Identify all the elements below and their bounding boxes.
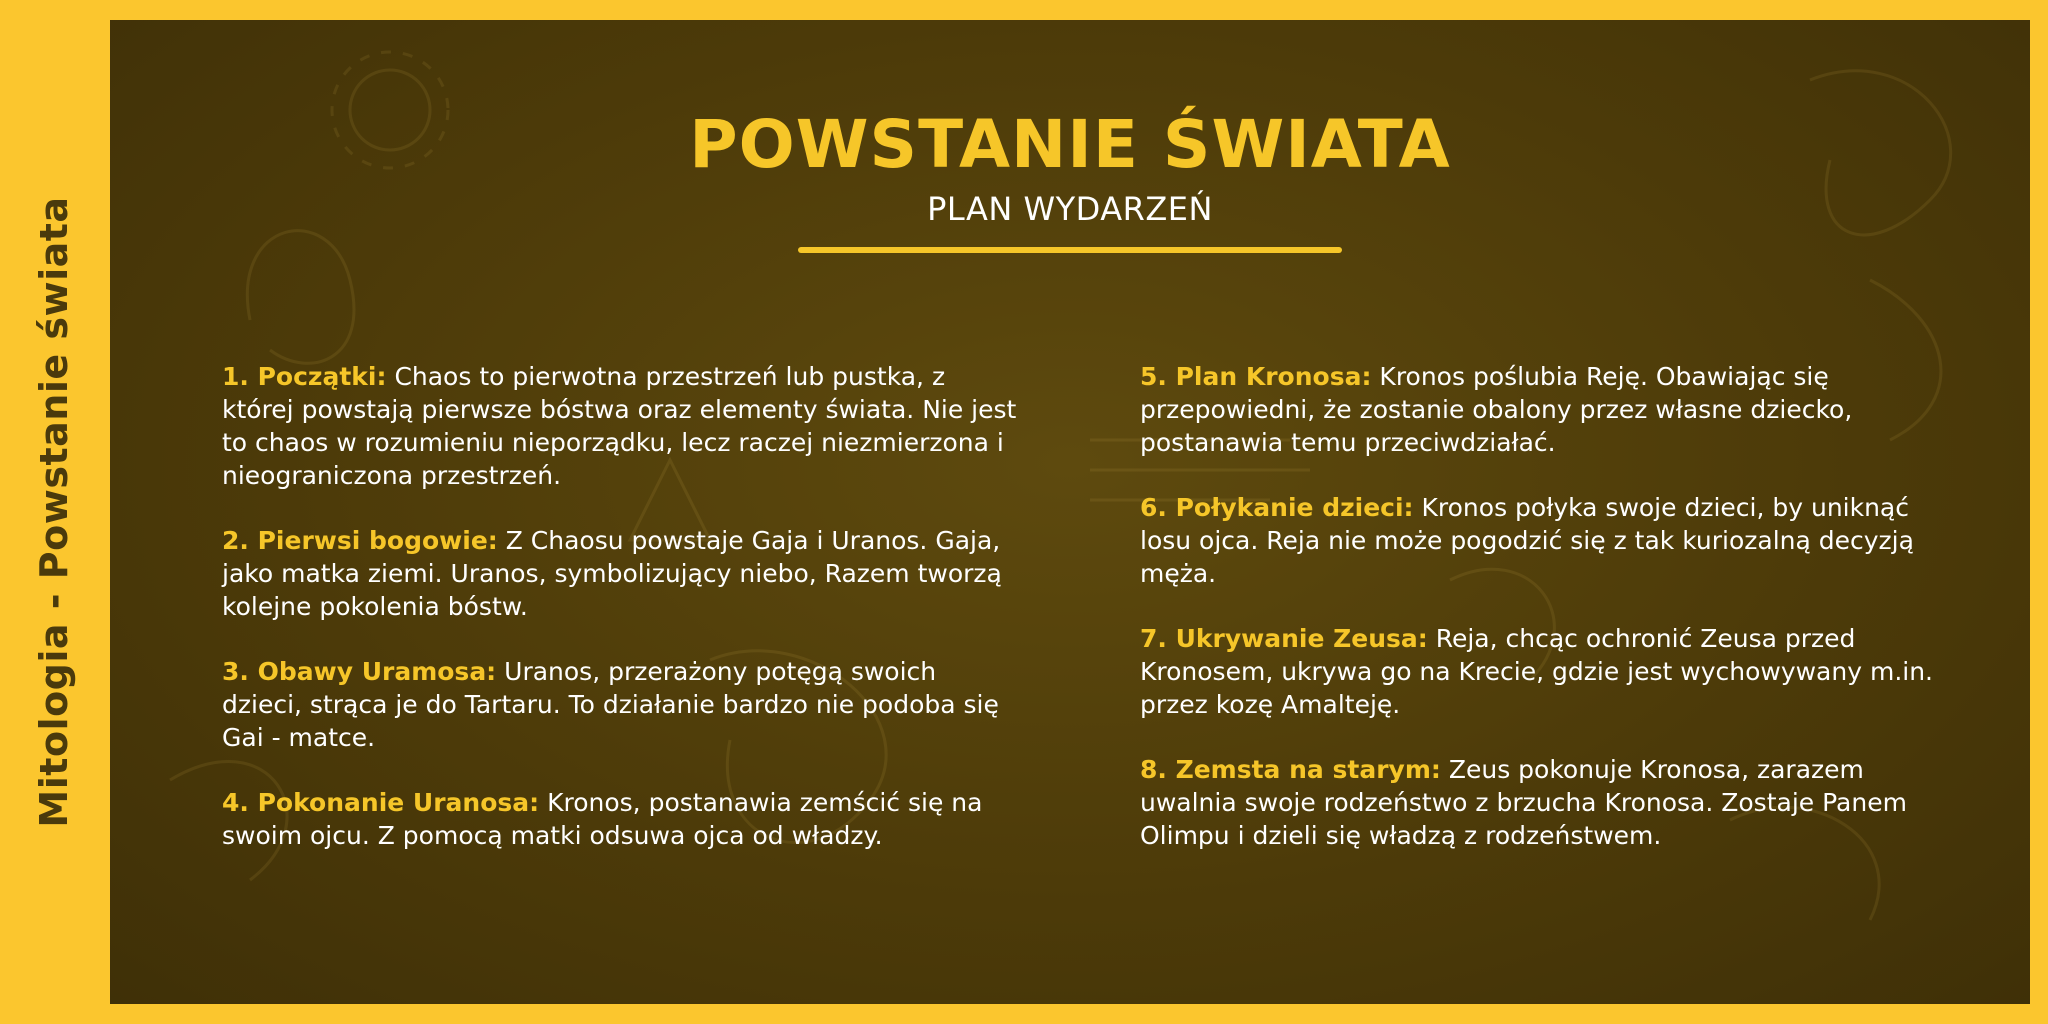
event-title: 7. Ukrywanie Zeusa: xyxy=(1140,624,1428,653)
event-text: Kronos połyka swoje dzieci, by uniknąć losu ojca. Reja nie może pogodzić się z tak kuriozalną decyzją męża. xyxy=(1140,493,1914,588)
event-item xyxy=(222,360,1022,492)
event-text: Zeus pokonuje Kronosa, zarazem uwalnia swoje rodzeństwo z brzucha Kronosa. Zostaje Panem Olimpu i dzieli się władzą z rodzeństwem. xyxy=(1140,755,1907,850)
event-item xyxy=(1140,753,1940,852)
events-column-left xyxy=(222,360,1022,884)
page-subtitle: PLAN WYDARZEŃ xyxy=(927,190,1213,228)
title-divider xyxy=(798,247,1342,253)
event-text: Kronos poślubia Reję. Obawiając się przepowiedni, że zostanie obalony przez własne dziecko, postanawia temu przeciwdziałać. xyxy=(1140,362,1853,457)
event-item xyxy=(222,524,1022,623)
event-text: Chaos to pierwotna przestrzeń lub pustka, z której powstają pierwsze bóstwa oraz elementy świata. Nie jest to chaos w rozumieniu nieporządku, lecz raczej niezmierzona i nieograniczona przestrzeń. xyxy=(222,362,1017,490)
event-item xyxy=(1140,491,1940,590)
event-item xyxy=(222,786,1022,852)
event-item xyxy=(1140,622,1940,721)
event-text: Uranos, przerażony potęgą swoich dzieci, strąca je do Tartaru. To działanie bardzo nie podoba się Gai - matce. xyxy=(222,657,999,752)
side-label: Mitologia - Powstanie świata xyxy=(32,196,76,828)
event-title: 1. Początki: xyxy=(222,362,387,391)
event-text: Z Chaosu powstaje Gaja i Uranos. Gaja, jako matka ziemi. Uranos, symbolizujący niebo, Razem tworzą kolejne pokolenia bóstw. xyxy=(222,526,1002,621)
event-title: 2. Pierwsi bogowie: xyxy=(222,526,498,555)
event-title: 3. Obawy Uramosa: xyxy=(222,657,497,686)
event-title: 8. Zemsta na starym: xyxy=(1140,755,1441,784)
event-title: 5. Plan Kronosa: xyxy=(1140,362,1372,391)
page-title: POWSTANIE ŚWIATA xyxy=(689,106,1451,183)
event-title: 6. Połykanie dzieci: xyxy=(1140,493,1414,522)
event-item xyxy=(222,655,1022,754)
event-item xyxy=(1140,360,1940,459)
content-panel xyxy=(110,20,2030,1004)
event-text: Reja, chcąc ochronić Zeusa przed Kronosem, ukrywa go na Krecie, gdzie jest wychowywany m.in. przez kozę Amalteję. xyxy=(1140,624,1934,719)
events-column-right xyxy=(1140,360,1940,884)
event-title: 4. Pokonanie Uranosa: xyxy=(222,788,540,817)
event-text: Kronos, postanawia zemścić się na swoim ojcu. Z pomocą matki odsuwa ojca od władzy. xyxy=(222,788,983,850)
